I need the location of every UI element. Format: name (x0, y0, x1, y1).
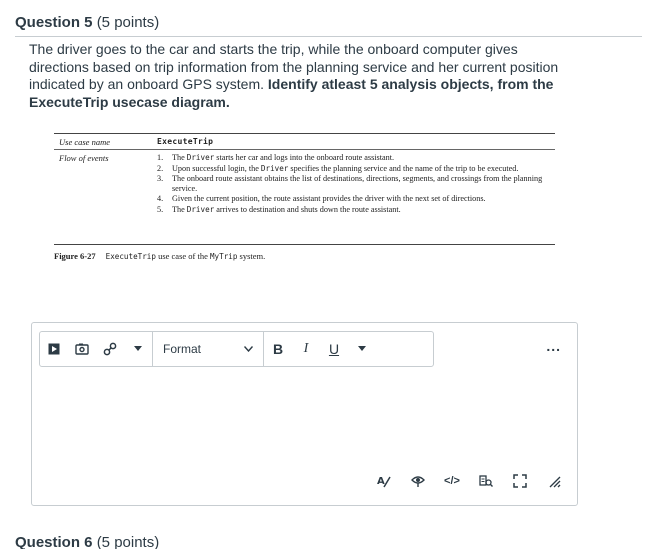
question-5-instruction: Identify atleast 5 analysis objects, from the ExecuteTrip usecase diagram. (29, 76, 554, 110)
italic-button[interactable]: I (303, 341, 309, 356)
question-6-header (15, 534, 159, 549)
flow-step: 1. The Driver starts her car and logs into the onboard route assistant. (157, 153, 395, 162)
spellcheck-icon[interactable] (375, 473, 393, 489)
question-5-points: (5 points) (96, 14, 160, 31)
rich-text-editor[interactable] (31, 322, 578, 506)
accessibility-checker-icon[interactable] (409, 473, 427, 489)
flow-step: 5. The Driver arrives to destination and shuts down the route assistant. (157, 204, 401, 214)
html-editor-icon[interactable]: </> (444, 475, 460, 487)
header-divider (15, 36, 642, 37)
flow-step: 4. Given the current position, the route assistant provides the driver with the next set of directions. (157, 194, 486, 203)
editor-status-bar (375, 473, 563, 489)
question-6-points: (5 points) (96, 534, 160, 549)
link-options-chevron-icon[interactable] (124, 332, 152, 366)
embed-media-icon[interactable] (40, 332, 68, 366)
figure-caption: Figure 6-27 ExecuteTrip use case of the MyTrip system. (54, 251, 266, 261)
image-icon[interactable] (68, 332, 96, 366)
resize-handle-icon[interactable] (545, 473, 563, 489)
fullscreen-icon[interactable] (511, 473, 529, 489)
question-5-header (15, 14, 159, 31)
format-select-label: Format (163, 342, 202, 356)
question-6-title: Question 6 (15, 534, 93, 549)
find-replace-icon[interactable] (477, 473, 495, 489)
question-5-text (29, 41, 574, 111)
question-5-title: Question 5 (15, 14, 93, 31)
more-options-button[interactable]: ... (546, 338, 561, 354)
chevron-down-icon (244, 346, 253, 352)
underline-button[interactable]: U (328, 341, 340, 357)
editor-toolbar (39, 331, 434, 367)
flow-of-events-list (157, 153, 554, 215)
use-case-name-label: Use case name (59, 137, 110, 147)
flow-of-events-label: Flow of events (59, 153, 109, 163)
use-case-name-value: ExecuteTrip (157, 137, 214, 146)
flow-step: 2. Upon successful login, the Driver specifies the planning service and the name of the trip to be executed. (157, 163, 519, 173)
bold-button[interactable]: B (272, 341, 284, 357)
svg-text:A: A (377, 476, 385, 487)
link-icon[interactable] (96, 332, 124, 366)
question-5-body: The driver goes to the car and starts the trip, while the onboard computer gives directions based on trip information from the planning service and her current position indicated by an onboard GPS system. (29, 41, 559, 92)
format-select[interactable] (153, 332, 263, 366)
underline-options-chevron-icon[interactable] (348, 332, 376, 366)
flow-step: 3. The onboard route assistant obtains the list of destinations, directions, segments, and crossings from the planning service. (157, 174, 543, 193)
